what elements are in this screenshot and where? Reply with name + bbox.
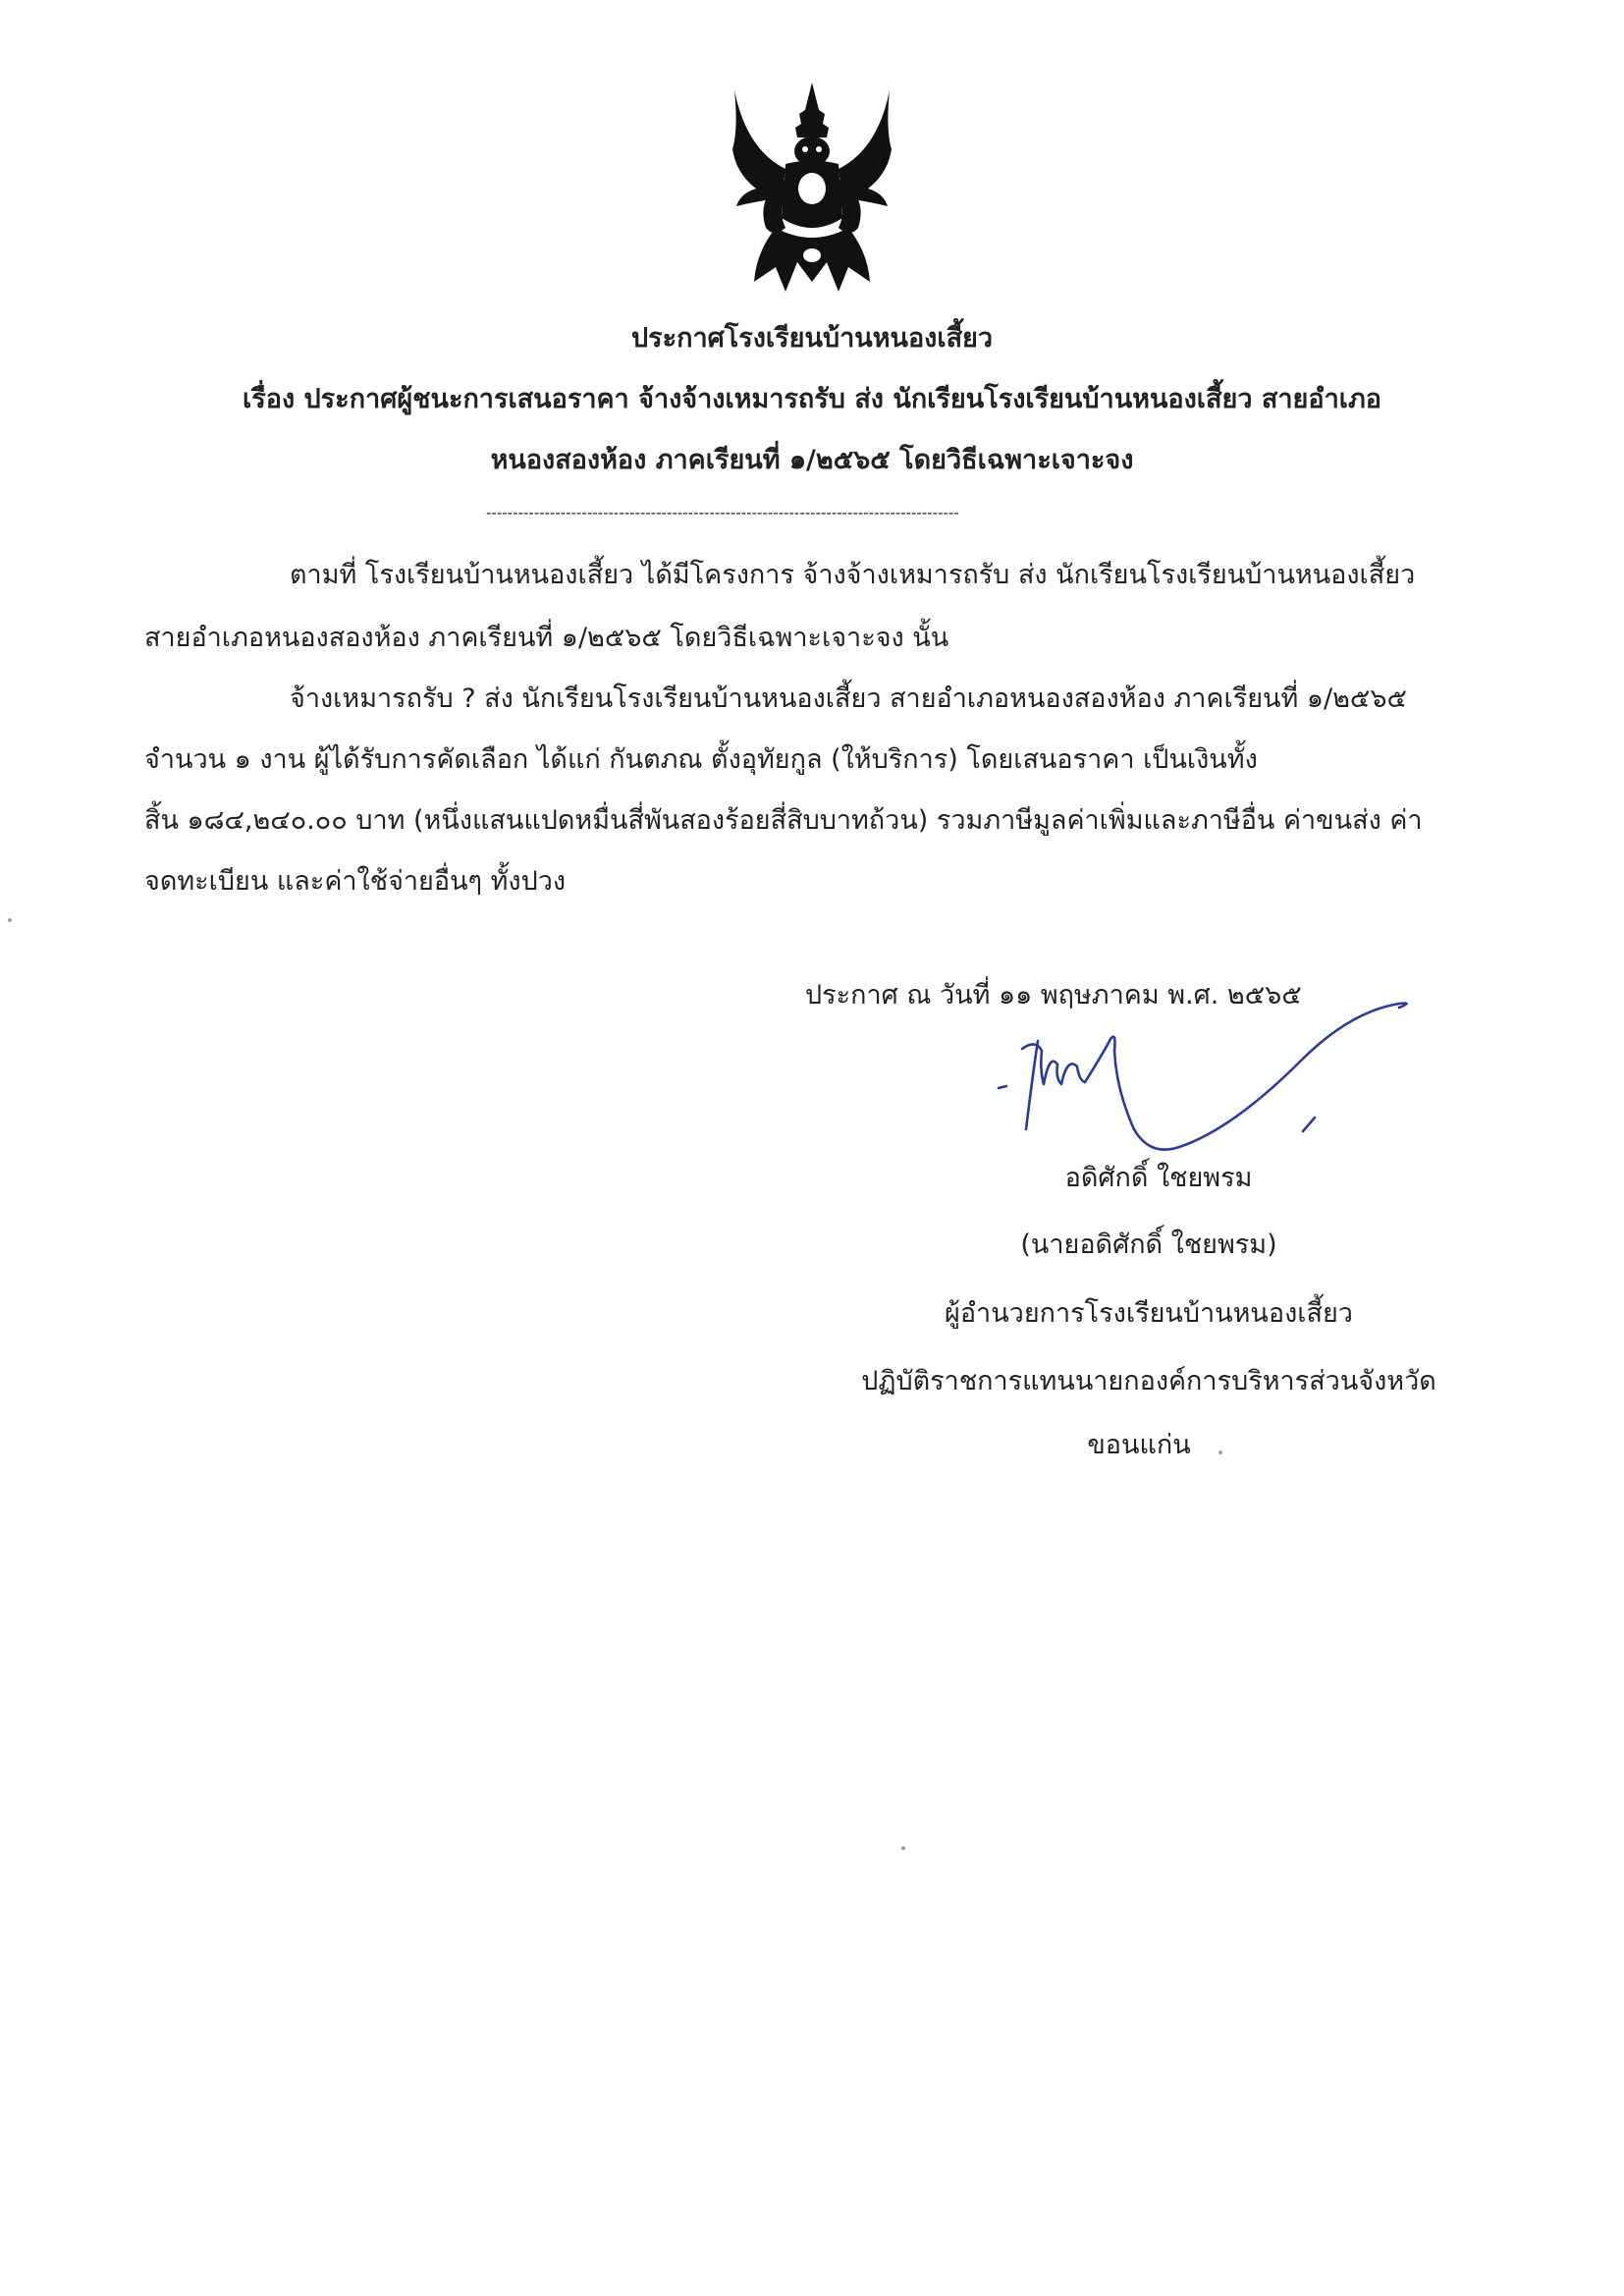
signer-name: อดิศักดิ์ ใชยพรม xyxy=(1064,1163,1253,1193)
scan-speck xyxy=(1218,1450,1222,1454)
paragraph-1-line-1: ตามที่ โรงเรียนบ้านหนองเสี้ยว ได้มีโครงการ จ้างจ้างเหมารถรับ ส่ง นักเรียนโรงเรียนบ้านหนองเสี้ยว xyxy=(290,560,1416,590)
separator-line: ----------------------------------------------------------------------------------------- xyxy=(486,504,959,521)
subject-line-1: เรื่อง ประกาศผู้ชนะการเสนอราคา จ้างจ้างเหมารถรับ ส่ง นักเรียนโรงเรียนบ้านหนองเสี้ยว สายอำเภอ xyxy=(243,384,1381,414)
paragraph-2-line-1: จ้างเหมารถรับ ? ส่ง นักเรียนโรงเรียนบ้านหนองเสี้ยว สายอำเภอหนองสองห้อง ภาคเรียนที่ ๑/๒๕๖๕ xyxy=(290,683,1407,714)
paragraph-2-line-4: จดทะเบียน และค่าใช้จ่ายอื่นๆ ทั้งปวง xyxy=(144,866,567,897)
announcement-title: ประกาศโรงเรียนบ้านหนองเสี้ยว xyxy=(630,323,994,354)
announce-date: ประกาศ ณ วันที่ ๑๑ พฤษภาคม พ.ศ. ๒๕๖๕ xyxy=(805,980,1302,1011)
paragraph-1-line-2: สายอำเภอหนองสองห้อง ภาคเรียนที่ ๑/๒๕๖๕ โดยวิธีเฉพาะเจาะจง นั้น xyxy=(144,623,949,653)
signer-full-name: (นายอดิศักดิ์ ใชยพรม) xyxy=(1020,1230,1277,1260)
scan-speck xyxy=(901,1846,905,1850)
garuda-emblem-icon xyxy=(727,81,898,301)
subject-line-2: หนองสองห้อง ภาคเรียนที่ ๑/๒๕๖๕ โดยวิธีเฉพาะเจาะจง xyxy=(490,445,1134,475)
handwritten-signature xyxy=(987,982,1419,1169)
signer-position-1: ผู้อำนวยการโรงเรียนบ้านหนองเสี้ยว xyxy=(945,1298,1353,1329)
paragraph-2-line-2: จำนวน ๑ งาน ผู้ได้รับการคัดเลือก ได้แก่ กันตภณ ตั้งอุทัยกูล (ให้บริการ) โดยเสนอราคา เป็นเงินทั้ง xyxy=(144,744,1258,775)
paragraph-2-line-3: สิ้น ๑๘๔,๒๔๐.๐๐ บาท (หนึ่งแสนแปดหมื่นสี่พันสองร้อยสี่สิบบาทถ้วน) รวมภาษีมูลค่าเพิ่มและภาษีอื่น ค่าขนส่ง ค่า xyxy=(144,805,1423,836)
signer-position-2: ปฏิบัติราชการแทนนายกองค์การบริหารส่วนจังหวัด xyxy=(861,1366,1436,1396)
scan-speck xyxy=(8,918,12,922)
signer-position-3: ขอนแก่น xyxy=(1087,1430,1191,1460)
